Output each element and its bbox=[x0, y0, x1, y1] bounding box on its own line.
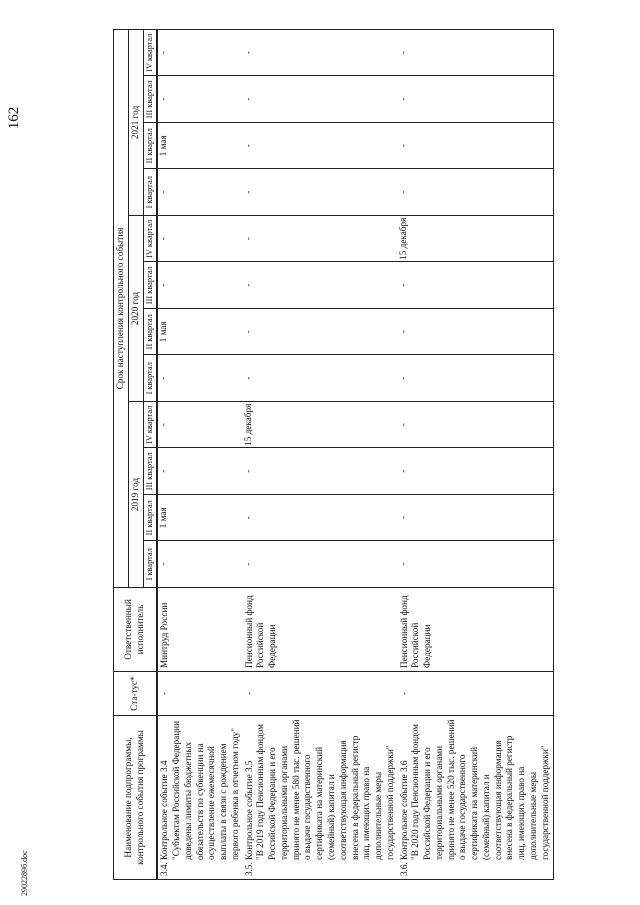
quarter-deadline-cell: - bbox=[398, 355, 553, 402]
event-name-cell bbox=[157, 716, 242, 880]
event-name-cell bbox=[243, 716, 398, 880]
footer-filename: 2902289б.doc bbox=[20, 850, 29, 896]
quarter-deadline-cell: 1 мая bbox=[157, 123, 242, 170]
header-quarter: II квартал bbox=[143, 309, 157, 356]
header-quarter: III квартал bbox=[143, 262, 157, 309]
quarter-deadline-cell: - bbox=[398, 541, 553, 588]
quarter-deadline-cell: - bbox=[398, 402, 553, 449]
quarter-deadline-cell: 1 мая bbox=[157, 309, 242, 356]
page-number: 162 bbox=[6, 106, 22, 130]
quarter-deadline-cell: - bbox=[243, 123, 398, 170]
quarter-deadline-cell: - bbox=[157, 402, 242, 449]
header-name: Наименование подпрограммы, контрольного события программы bbox=[114, 716, 158, 880]
quarter-deadline-cell: - bbox=[243, 495, 398, 542]
quarter-deadline-cell: - bbox=[157, 216, 242, 263]
header-year-2019: 2019 год bbox=[128, 402, 143, 588]
quarter-deadline-cell: - bbox=[157, 29, 242, 76]
table-row bbox=[243, 29, 398, 879]
event-number: 3.5. bbox=[243, 862, 254, 876]
quarter-deadline-cell: - bbox=[243, 76, 398, 123]
header-quarter: II квартал bbox=[143, 123, 157, 170]
event-number: 3.4. bbox=[159, 862, 170, 876]
quarter-deadline-cell: - bbox=[243, 448, 398, 495]
quarter-deadline-cell: 15 декабря bbox=[243, 402, 398, 449]
event-name: Контрольное событие 3.6 "В 2020 году Пенсионным фондом Российской Федерации и его территориальными органами принято не менее 520 тыс. решений о выдаче государственного сертификата на материнский (семейный) капитал и соответствующая информация внесена в федеральный регистр лиц, имеющих право на дополнительные меры государственной поддержки" bbox=[398, 719, 550, 860]
quarter-deadline-cell: 15 декабря bbox=[398, 216, 553, 263]
header-quarter: II квартал bbox=[143, 495, 157, 542]
quarter-deadline-cell: - bbox=[398, 169, 553, 216]
header-quarter: I квартал bbox=[143, 355, 157, 402]
event-name: Контрольное событие 3.5 "В 2019 году Пенсионным фондом Российской Федерации и его территориальными органами принято не менее 580 тыс. решений о выдаче государственного сертификата на материнский (семейный) капитал и соответствующая информация внесена в федеральный регистр лиц, имеющих право на дополнительные меры государственной поддержки" bbox=[243, 719, 395, 860]
control-events-table bbox=[113, 29, 554, 880]
quarter-deadline-cell: - bbox=[398, 448, 553, 495]
quarter-deadline-cell: - bbox=[398, 262, 553, 309]
header-year-2021: 2021 год bbox=[128, 29, 143, 215]
quarter-deadline-cell: - bbox=[243, 309, 398, 356]
status-cell: - bbox=[398, 672, 553, 716]
header-quarter: III квартал bbox=[143, 448, 157, 495]
responsible-cell: Минтруд России bbox=[157, 588, 242, 672]
quarter-deadline-cell: - bbox=[157, 76, 242, 123]
quarter-deadline-cell: - bbox=[398, 123, 553, 170]
quarter-deadline-cell: - bbox=[398, 29, 553, 76]
quarter-deadline-cell: 1 мая bbox=[157, 495, 242, 542]
status-cell: - bbox=[157, 672, 242, 716]
header-quarter: III квартал bbox=[143, 76, 157, 123]
event-name: Контрольное событие 3.4 "Субъектам Российской Федерации доведены лимиты бюджетных обязательств по субвенции на осуществление ежемесячной выплаты в связи с рождением первого ребенка в отчетном году" bbox=[159, 720, 240, 860]
quarter-deadline-cell: - bbox=[243, 216, 398, 263]
event-number: 3.6. bbox=[398, 862, 409, 876]
quarter-deadline-cell: - bbox=[398, 309, 553, 356]
responsible-cell: Пенсионный фонд Российской Федерации bbox=[243, 588, 398, 672]
header-responsible: Ответственный исполнитель bbox=[114, 588, 158, 672]
quarter-deadline-cell: - bbox=[398, 76, 553, 123]
header-deadline-group: Срок наступления контрольного события bbox=[114, 29, 129, 587]
quarter-deadline-cell: - bbox=[157, 541, 242, 588]
header-quarter: IV квартал bbox=[143, 216, 157, 263]
quarter-deadline-cell: - bbox=[157, 262, 242, 309]
quarter-deadline-cell: - bbox=[157, 169, 242, 216]
quarter-deadline-cell: - bbox=[398, 495, 553, 542]
quarter-deadline-cell: - bbox=[243, 29, 398, 76]
header-quarter: IV квартал bbox=[143, 402, 157, 449]
header-quarter: I квартал bbox=[143, 169, 157, 216]
quarter-deadline-cell: - bbox=[243, 355, 398, 402]
header-status: Ста-тус* bbox=[114, 672, 158, 716]
header-quarter: I квартал bbox=[143, 541, 157, 588]
quarter-deadline-cell: - bbox=[157, 355, 242, 402]
table-row bbox=[157, 29, 242, 879]
quarter-deadline-cell: - bbox=[243, 169, 398, 216]
status-cell: - bbox=[243, 672, 398, 716]
table-row bbox=[398, 29, 553, 879]
quarter-deadline-cell: - bbox=[157, 448, 242, 495]
rotated-table-container bbox=[113, 30, 618, 880]
header-quarter: IV квартал bbox=[143, 29, 157, 76]
header-year-2020: 2020 год bbox=[128, 216, 143, 402]
quarter-deadline-cell: - bbox=[243, 541, 398, 588]
responsible-cell: Пенсионный фонд Российской Федерации bbox=[398, 588, 553, 672]
table-body bbox=[157, 29, 553, 879]
event-name-cell bbox=[398, 716, 553, 880]
quarter-deadline-cell: - bbox=[243, 262, 398, 309]
